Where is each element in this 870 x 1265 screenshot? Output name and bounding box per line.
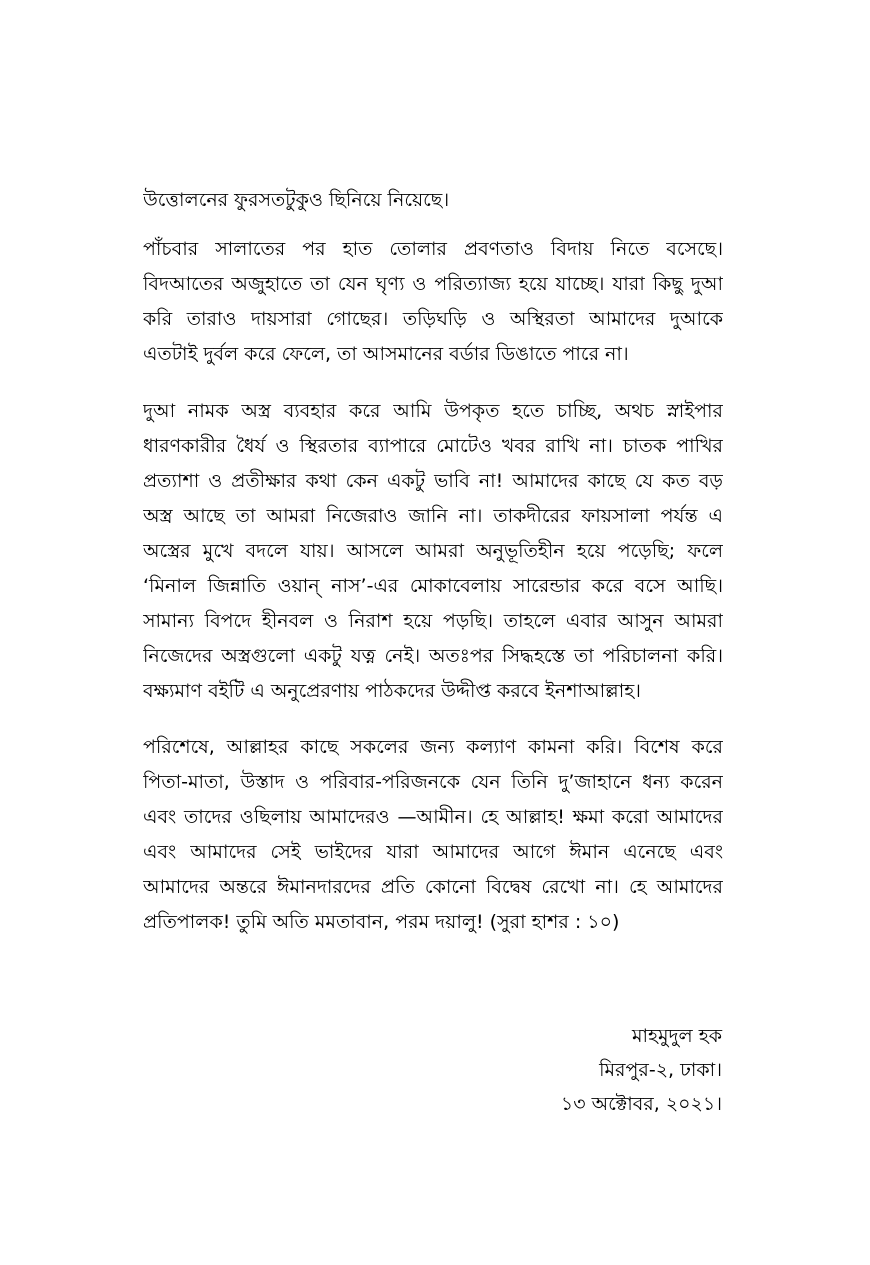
signature-name: মাহমুদুল হক (631, 1025, 722, 1047)
paragraph-3-line-2: ধারণকারীর ধৈর্য ও স্থিরতার ব্যাপারে মোটেও খবর রাখি না। চাতক পাখির (143, 435, 723, 457)
paragraph-4-line-2: পিতা-মাতা, উস্তাদ ও পরিবার-পরিজনকে যেন তিনি দু’জাহানে ধন্য করেন (143, 771, 723, 793)
paragraph-1-line-1: উত্তোলনের ফুরসতটুকুও ছিনিয়ে নিয়েছে। (143, 189, 450, 211)
paragraph-3-line-8: নিজেদের অস্ত্রগুলো একটু যত্ন নেই। অতঃপর সিদ্ধহস্তে তা পরিচালনা করি। (143, 645, 723, 667)
paragraph-2-line-2: বিদআতের অজুহাতে তা যেন ঘৃণ্য ও পরিত্যাজ্য হয়ে যাচ্ছে। যারা কিছু দুআ (143, 273, 723, 295)
paragraph-4-line-5: আমাদের অন্তরে ঈমানদারদের প্রতি কোনো বিদ্বেষ রেখো না। হে আমাদের (143, 876, 723, 898)
paragraph-4-line-1: পরিশেষে, আল্লাহর কাছে সকলের জন্য কল্যাণ কামনা করি। বিশেষ করে (143, 736, 723, 758)
paragraph-4-line-6: প্রতিপালক! তুমি অতি মমতাবান, পরম দয়ালু! (সুরা হাশর : ১০) (143, 911, 620, 933)
paragraph-3-line-6: ‘মিনাল জিন্নাতি ওয়ান্ নাস’-এর মোকাবেলায় সারেন্ডার করে বসে আছি। (143, 575, 723, 597)
paragraph-3-line-4: অস্ত্র আছে তা আমরা নিজেরাও জানি না। তাকদীরের ফায়সালা পর্যন্ত এ (143, 505, 723, 527)
paragraph-4-line-4: এবং আমাদের সেই ভাইদের যারা আমাদের আগে ঈমান এনেছে এবং (143, 841, 723, 863)
paragraph-3-line-5: অস্ত্রের মুখে বদলে যায়। আসলে আমরা অনুভূতিহীন হয়ে পড়েছি; ফলে (143, 540, 723, 562)
signature-location: মিরপুর-২, ঢাকা। (599, 1059, 722, 1081)
paragraph-2-line-4: এতটাই দুর্বল করে ফেলে, তা আসমানের বর্ডার ডিঙাতে পারে না। (143, 343, 629, 365)
paragraph-3-line-7: সামান্য বিপদে হীনবল ও নিরাশ হয়ে পড়ছি। তাহলে এবার আসুন আমরা (143, 610, 723, 632)
paragraph-3-line-1: দুআ নামক অস্ত্র ব্যবহার করে আমি উপকৃত হতে চাচ্ছি, অথচ স্নাইপার (143, 400, 723, 422)
signature-date: ১৩ অক্টোবর, ২০২১। (560, 1093, 722, 1115)
paragraph-2-line-3: করি তারাও দায়সারা গোছের। তড়িঘড়ি ও অস্থিরতা আমাদের দুআকে (143, 308, 723, 330)
paragraph-4-line-3: এবং তাদের ওছিলায় আমাদেরও —আমীন। হে আল্লাহ! ক্ষমা করো আমাদের (143, 806, 723, 828)
paragraph-3-line-3: প্রত্যাশা ও প্রতীক্ষার কথা কেন একটু ভাবি না! আমাদের কাছে যে কত বড় (143, 470, 723, 492)
paragraph-2-line-1: পাঁচবার সালাতের পর হাত তোলার প্রবণতাও বিদায় নিতে বসেছে। (143, 238, 723, 260)
paragraph-3-line-9: বক্ষ্যমাণ বইটি এ অনুপ্রেরণায় পাঠকদের উদ্দীপ্ত করবে ইনশাআল্লাহ। (143, 680, 641, 702)
